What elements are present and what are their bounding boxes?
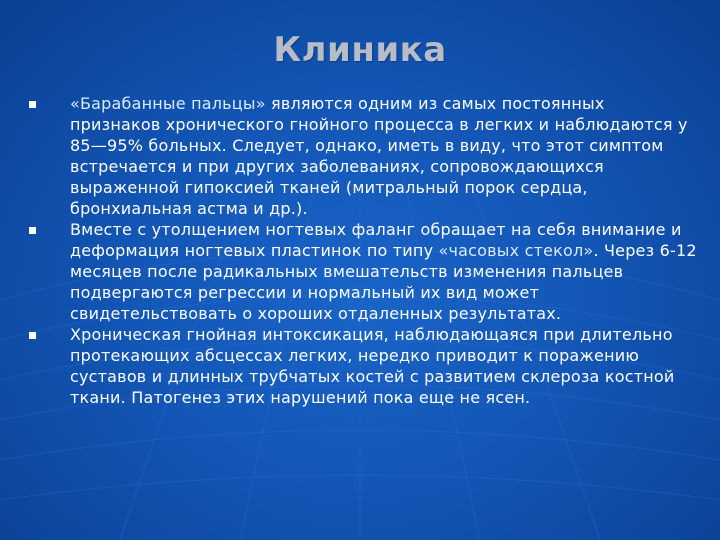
bullet-text: являются одним из самых постоянных признаков хронического гнойного процесса в легких и наблюдаются у 85—95% больных. Следует, однако, иметь в виду, что этот симптом встречается и при других заболеваниях, сопровождающихся выраженной гипоксией тканей (митральный порок сердца, бронхиальная астма и др.). — [70, 94, 688, 218]
bullet-item-1 — [28, 93, 700, 219]
bullet-item-3 — [28, 324, 700, 408]
slide-title: Клиника — [273, 30, 447, 70]
highlighted-text: «часовых стекол» — [438, 241, 594, 260]
square-bullet-icon — [29, 227, 36, 234]
bullet-text: Хроническая гнойная интоксикация, наблюдающаяся при длительно протекающих абсцессах легких, нередко приводит к поражению суставов и длинных трубчатых костей с развитием склероза костной ткани. Патогенез этих нарушений пока еще не ясен. — [70, 325, 675, 407]
bullet-item-2 — [28, 219, 700, 324]
highlighted-text: «Барабанные пальцы» — [70, 94, 266, 113]
square-bullet-icon — [29, 101, 36, 108]
square-bullet-icon — [29, 332, 36, 339]
bullet-list — [28, 93, 700, 408]
bullet-text: . Через 6-12 месяцев после радикальных вмешательств изменения пальцев подвергаются регрессии и нормальный их вид может свидетельствовать о хороших отдаленных результатах. — [70, 241, 697, 323]
bullet-text: Вместе с утолщением ногтевых фаланг обращает на себя внимание и деформация ногтевых пластинок по типу — [70, 220, 682, 260]
